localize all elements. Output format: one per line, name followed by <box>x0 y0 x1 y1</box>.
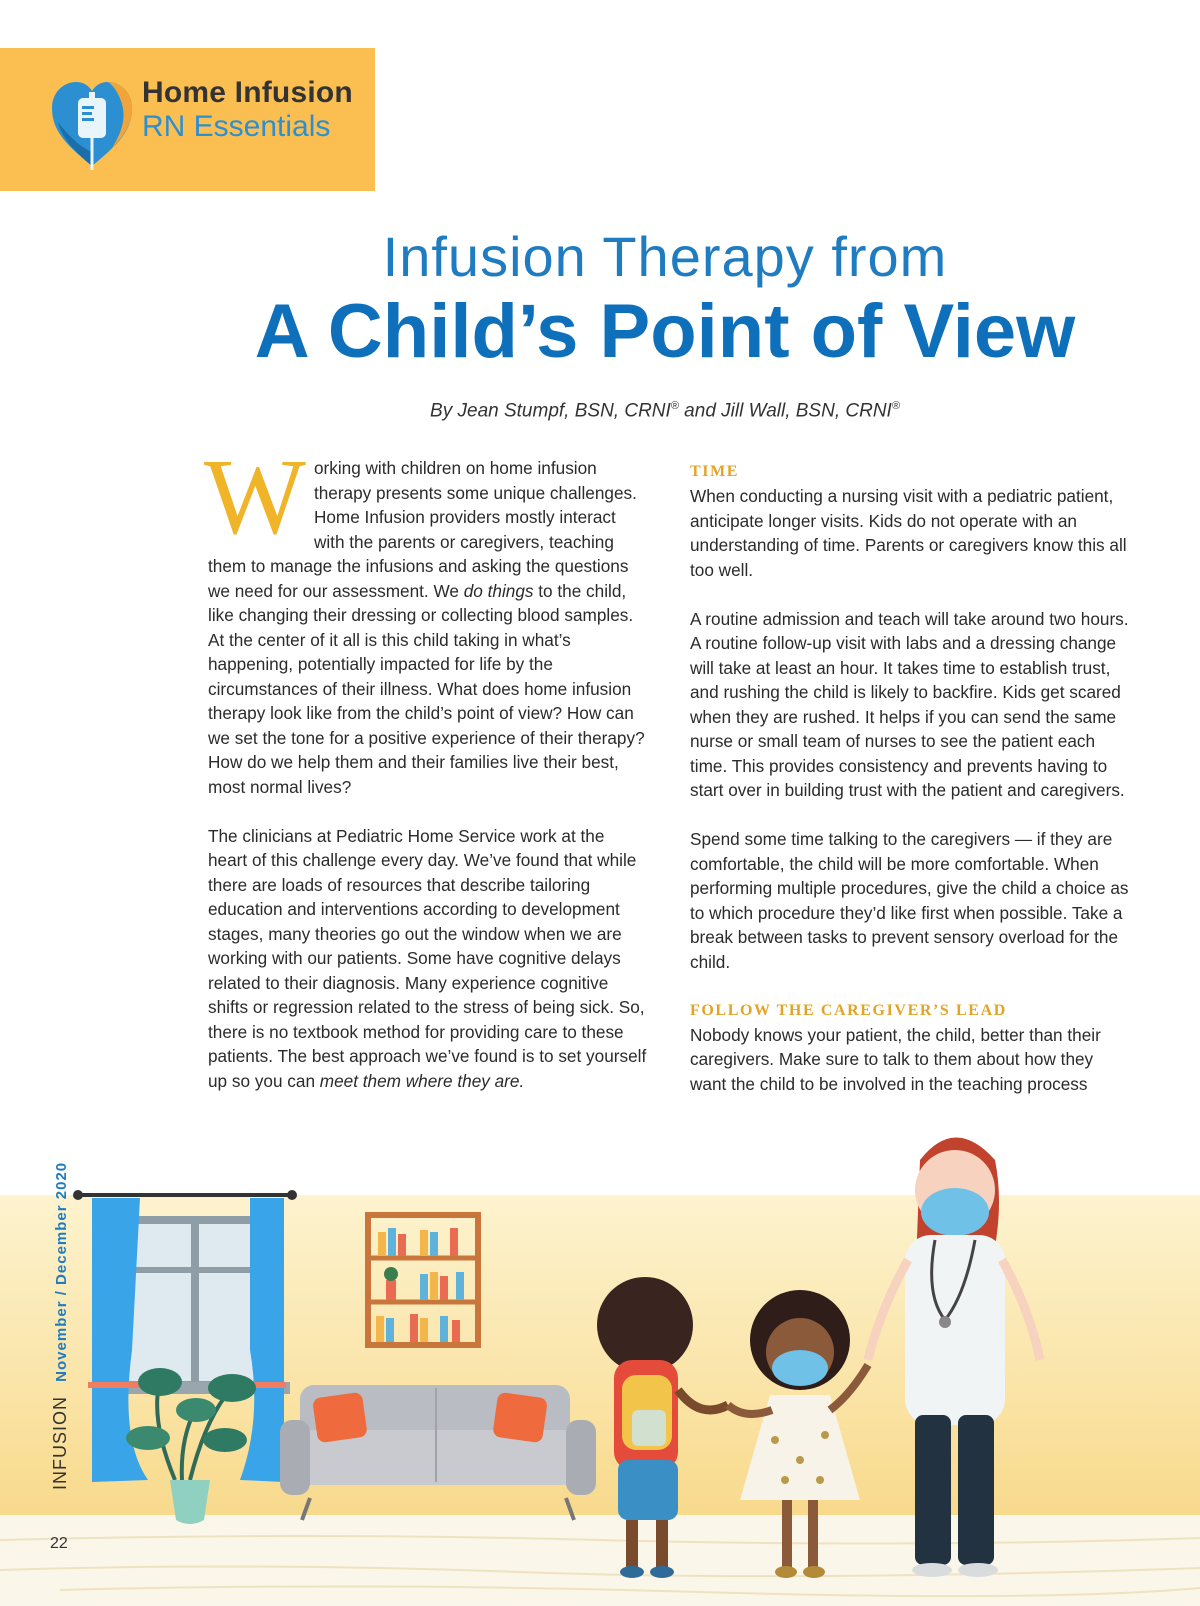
magazine-brand: INFUSION <box>50 1395 70 1490</box>
emphasis-text: do things <box>463 580 534 601</box>
floor <box>0 1515 1200 1606</box>
paragraph-text: The clinicians at Pediatric Home Service work at the heart of this challenge every day. We’ve found that while there are loads of resources that describe tailoring education and interventions according to development stages, many theories go out the window when we are working with our patients. Some have cognitive delays related to their diagnosis. Many experience cognitive shifts or regression related to the stress of being sick. So, there is no textbook method for providing care to these patients. The best approach we’ve found is to set yourself up so you can <box>208 825 647 1091</box>
title-kicker: Infusion Therapy from <box>382 225 948 288</box>
heart-iv-bag-icon <box>48 74 136 174</box>
paragraph: Spend some time talking to the caregivers — if they are comfortable, the child will be more comfortable. When performing multiple procedures, give the child a choice as to which procedure they’d like first when possible. Take a break between tasks to prevent sensory overload for the child. <box>690 829 1129 972</box>
byline-author2: and Jill Wall, BSN, CRNI <box>678 400 892 422</box>
page-title: A Child’s Point of View <box>254 289 1076 374</box>
paragraph-text: orking with children on home infusion therapy presents some unique challenges. Home Infusion providers mostly interact with the parents or caregivers, teaching them to manage the infusions and asking the questions we need for our assessment. We <box>208 458 637 601</box>
page-number: 22 <box>50 1535 68 1552</box>
right-column <box>690 460 1130 1121</box>
issue-label <box>50 1162 71 1490</box>
section-heading-caregiver: FOLLOW THE CAREGIVER’S LEAD <box>690 1001 1007 1019</box>
emphasis-text: meet them where they are. <box>319 1070 525 1091</box>
section-badge <box>0 48 375 191</box>
paragraph: When conducting a nursing visit with a pediatric patient, anticipate longer visits. Kids do not operate with an understanding of time. Parents or caregivers know this all too well. <box>690 486 1127 580</box>
badge-subtitle: RN Essentials <box>142 110 331 143</box>
paragraph: Nobody knows your patient, the child, better than their caregivers. Make sure to talk to them about how they want the child to be involved in the teaching process <box>690 1024 1101 1094</box>
paragraph <box>204 438 648 799</box>
illustration-nurse-children <box>0 1120 1200 1606</box>
byline-author1: By Jean Stumpf, BSN, CRNI <box>430 400 671 422</box>
left-column <box>204 438 648 1118</box>
registered-mark: ® <box>891 400 900 412</box>
issue-date: November / December 2020 <box>53 1161 70 1382</box>
paragraph <box>208 824 648 1094</box>
drop-cap: W <box>204 438 306 557</box>
badge-title: Home Infusion <box>142 76 353 109</box>
paragraph: A routine admission and teach will take around two hours. A routine follow-up visit with labs and a dressing change will take at least an hour. It takes time to establish trust, and rushing the child is likely to backfire. Kids get scared when they are rushed. It helps if you can send the same nurse or small team of nurses to see the patient each time. This provides consistency and prevents having to start over in building trust with the patient and caregivers. <box>690 608 1129 800</box>
paragraph-text: to the child, like changing their dressing or collecting blood samples. At the center of it all is this child taking in what’s happening, potentially impacted for life by the circumstances of their illness. What does home infusion therapy look like from the child’s point of view? How can we set the tone for a positive experience of their therapy? How do we help them and their families live their best, most normal lives? <box>208 580 645 797</box>
registered-mark: ® <box>670 400 679 412</box>
byline <box>0 400 1200 422</box>
section-heading-time: TIME <box>690 463 740 480</box>
